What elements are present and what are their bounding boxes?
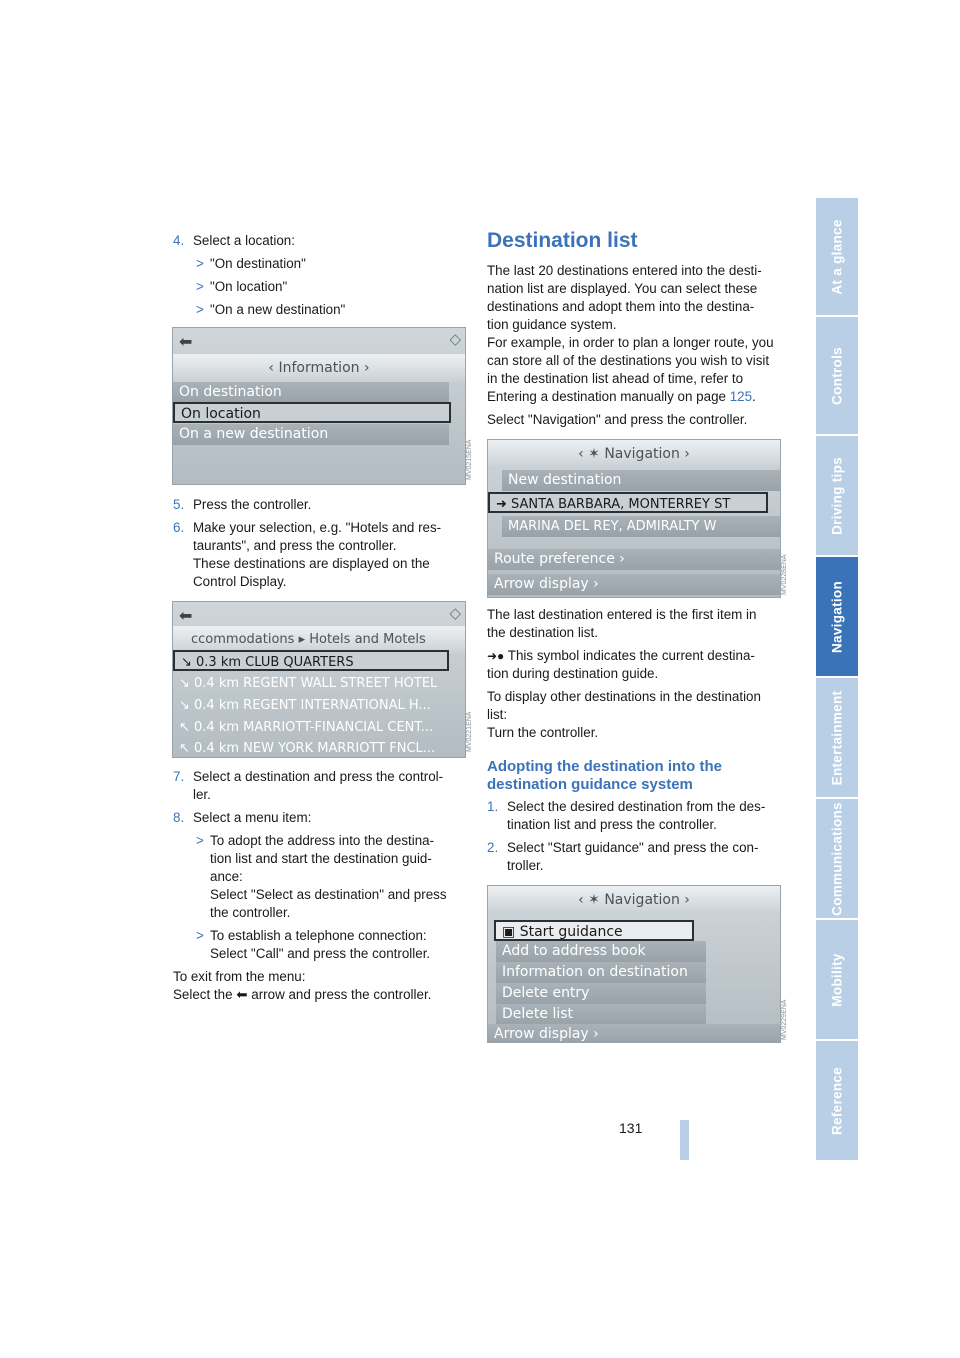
menu-row[interactable]: Add to address book: [496, 941, 706, 962]
tab-driving-tips[interactable]: Driving tips: [816, 436, 858, 557]
menu-row-selected[interactable]: ▣ Start guidance: [494, 920, 694, 941]
tab-navigation[interactable]: Navigation: [816, 557, 858, 678]
current-destination-icon: ➜●: [487, 649, 505, 663]
screen-header: ccommodations ▸ Hotels and Motels: [173, 626, 465, 654]
back-arrow-icon: ⬅: [179, 332, 193, 351]
controller-icon: ◇: [449, 330, 461, 348]
list-item: > "On destination": [196, 256, 306, 271]
list-item: > "On location": [196, 279, 288, 294]
menu-row-selected[interactable]: On location: [173, 402, 451, 423]
page-number: 131: [619, 1120, 643, 1136]
step-6: 6. Make your selection, e.g. "Hotels and res- taurants", and press the controller. These destinations are displayed on the Control Display.: [173, 520, 442, 589]
step-5: 5. Press the controller.: [173, 497, 312, 512]
tab-entertainment[interactable]: Entertainment: [816, 678, 858, 799]
screen-header: ‹ Information ›: [173, 354, 465, 382]
menu-row[interactable]: New destination: [502, 470, 780, 491]
back-arrow-icon: ⬅: [179, 606, 193, 625]
destination-row[interactable]: MARINA DEL REY, ADMIRALTY W: [502, 516, 780, 537]
back-arrow-icon: ⬅: [236, 987, 248, 1002]
left-column: [173, 232, 465, 319]
menu-row[interactable]: On a new destination: [173, 424, 449, 445]
controller-icon: ◇: [449, 604, 461, 622]
step-8: 8. Select a menu item:: [173, 810, 312, 825]
step-4: 4. Select a location:: [173, 233, 295, 248]
screen-navigation-list: [487, 439, 781, 598]
menu-row[interactable]: Information on destination: [496, 962, 706, 983]
adopting-steps: [487, 798, 782, 875]
page-link[interactable]: 125: [729, 389, 753, 404]
step-2: 2. Select "Start guidance" and press the con- troller.: [487, 840, 759, 873]
step-4-options: [173, 255, 465, 319]
image-code: MV0221ENA: [466, 711, 473, 752]
page-number-bar: [680, 1120, 689, 1160]
screen-header: ‹ ✶ Navigation ›: [488, 440, 780, 468]
screen-information: [172, 327, 466, 485]
steps-5-6: [173, 496, 465, 591]
section-heading: Destination list: [487, 229, 638, 252]
destination-row-selected[interactable]: ➜ SANTA BARBARA, MONTERREY ST: [488, 492, 768, 513]
tab-communications[interactable]: Communications: [816, 799, 858, 920]
step-7: 7. Select a destination and press the control- ler.: [173, 769, 444, 802]
destination-list-intro: The last 20 destinations entered into the desti- nation list are displayed. You can select these destinations and adopt them into the destina- tion guidance system. For example, in order to plan a longer route, you can store all of the destinations you wish to visit in the destination list ahead of time, refer to Entering a destination manually on page 125. Select "Navigation" and press the controller.: [487, 263, 774, 427]
steps-7-8: [173, 768, 468, 1004]
poi-row[interactable]: ↘ 0.4 km REGENT WALL STREET HOTEL: [179, 676, 438, 691]
screen-header: ‹ ✶ Navigation ›: [488, 886, 780, 914]
tab-mobility[interactable]: Mobility: [816, 920, 858, 1041]
poi-row[interactable]: ↖ 0.4 km MARRIOTT-FINANCIAL CENT...: [179, 720, 434, 735]
screen-navigation-options: [487, 885, 781, 1043]
tab-reference[interactable]: Reference: [816, 1041, 858, 1162]
exit-instructions: To exit from the menu: Select the ⬅ arrow and press the controller.: [173, 969, 432, 1002]
image-code: MV0215ENA: [466, 439, 473, 480]
tab-at-a-glance[interactable]: At a glance: [816, 198, 858, 317]
menu-row[interactable]: Arrow display ›: [488, 574, 780, 595]
step-8-option-a: > To adopt the address into the destina- tion list and start the destination guid- ance: Select "Select as destination" and press the controller.: [196, 833, 447, 920]
poi-row[interactable]: ↘ 0.4 km REGENT INTERNATIONAL H...: [179, 698, 431, 713]
step-8-option-b: > To establish a telephone connection: Select "Call" and press the controller.: [196, 928, 431, 961]
image-code: MV0229ENA: [781, 999, 788, 1040]
image-code: MV0228ENA: [781, 554, 788, 595]
menu-row[interactable]: Delete list: [496, 1004, 706, 1025]
tab-controls[interactable]: Controls: [816, 317, 858, 436]
menu-row[interactable]: On destination: [173, 382, 449, 403]
menu-row[interactable]: Delete entry: [496, 983, 706, 1004]
menu-row[interactable]: Arrow display ›: [488, 1024, 780, 1043]
subheading: Adopting the destination into the destination guidance system: [487, 758, 722, 793]
screen-hotels: [172, 601, 466, 758]
poi-row-selected[interactable]: ↘ 0.3 km CLUB QUARTERS: [173, 650, 449, 671]
menu-row[interactable]: Route preference ›: [488, 549, 780, 570]
step-1: 1. Select the desired destination from the des- tination list and press the controller.: [487, 799, 766, 832]
poi-row[interactable]: ↖ 0.4 km NEW YORK MARRIOTT FNCL...: [179, 741, 436, 756]
destination-list-notes: The last destination entered is the first item in the destination list. ➜● This symbol indicates the current destina- tion during destination guide. To display other destinations in the destination list: Turn the controller.: [487, 607, 761, 740]
list-item: > "On a new destination": [196, 302, 346, 317]
